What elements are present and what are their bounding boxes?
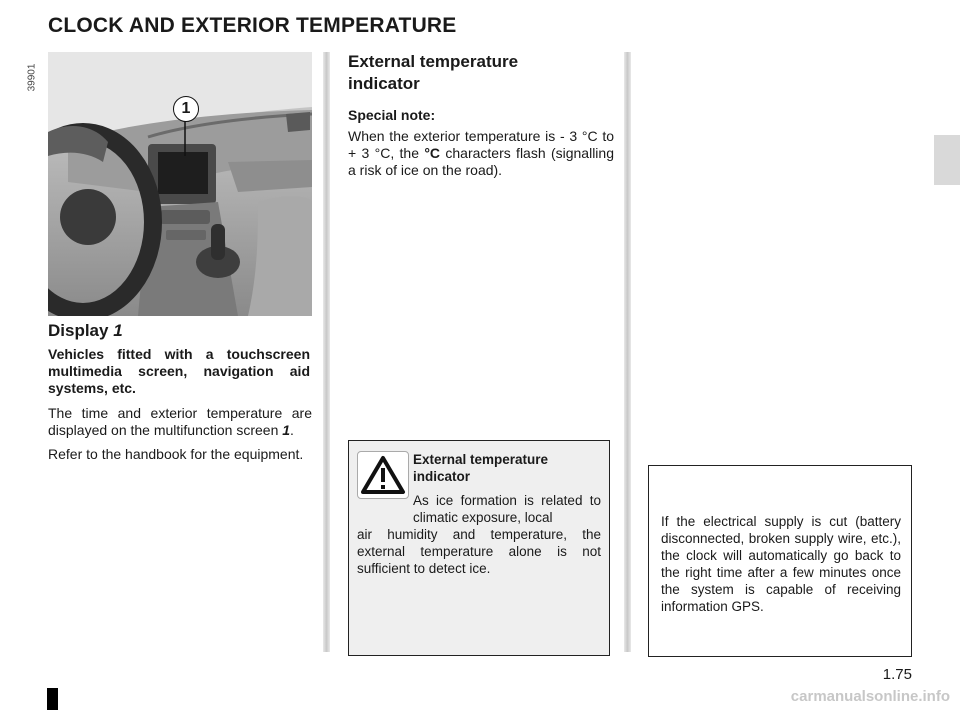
page-title: CLOCK AND EXTERIOR TEMPERATURE xyxy=(48,14,457,37)
warning-text-indent: As ice formation is related to climatic exposure, local xyxy=(413,493,601,525)
power-cut-note: If the electrical supply is cut (battery disconnected, broken supply wire, etc.), the clock will automatically go back to the right time after a few minutes once the system is capable of receiving information GPS. xyxy=(661,514,901,614)
warning-box xyxy=(348,440,610,656)
warning-triangle-icon xyxy=(357,451,409,499)
display-paragraph: The time and exterior temperature are displayed on the multifunction screen 1. xyxy=(48,405,312,438)
callout-marker: 1 xyxy=(173,96,199,122)
warning-title: External temperature indicator xyxy=(413,452,549,484)
corner-mark xyxy=(47,688,58,710)
section-tab xyxy=(934,135,960,185)
column-divider xyxy=(323,52,330,652)
page-number: 1.75 xyxy=(882,666,912,683)
handbook-paragraph: Refer to the handbook for the equipment. xyxy=(48,446,304,462)
watermark: carmanualsonline.info xyxy=(790,688,950,705)
column-divider xyxy=(624,52,631,652)
dashboard-photo xyxy=(48,52,312,316)
display-intro: Vehicles fitted with a touchscreen multimedia screen, navigation aid systems, etc. xyxy=(48,346,310,396)
image-reference-label: 39901 xyxy=(26,63,38,92)
display-heading: Display 1 xyxy=(48,321,123,340)
temperature-note-text: When the exterior temperature is - 3 °C to + 3 °C, the °C characters flash (signalling a risk of ice on the road). xyxy=(348,128,614,178)
warning-text: air humidity and temperature, the external temperature alone is not sufficient to detect ice. xyxy=(357,527,601,576)
external-temperature-heading: External temperature indicator xyxy=(348,52,519,93)
special-note-label: Special note: xyxy=(348,107,436,123)
info-box xyxy=(648,465,912,657)
